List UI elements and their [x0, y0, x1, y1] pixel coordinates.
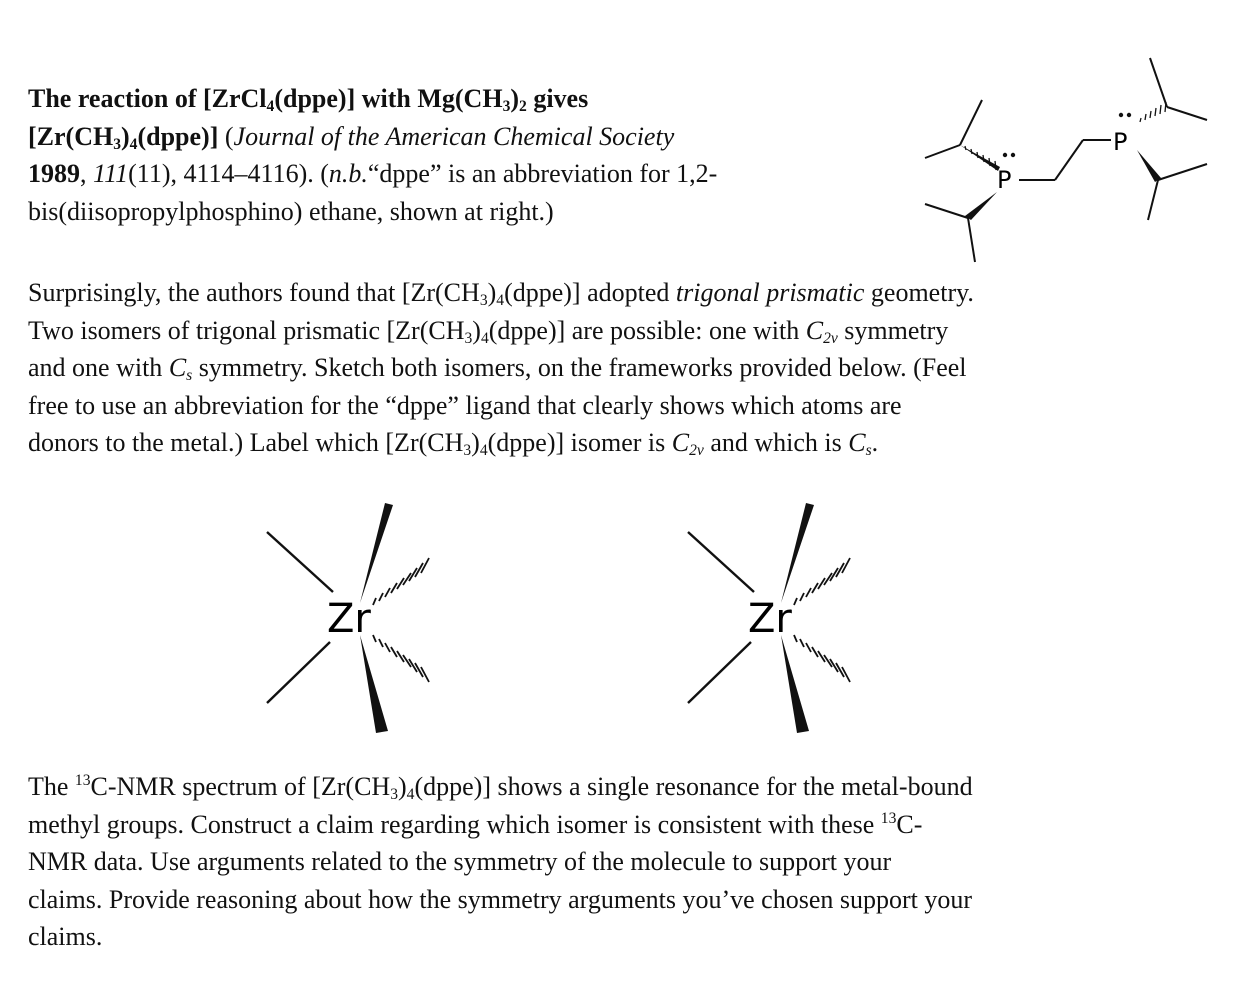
- zr-framework-1: [255, 495, 455, 740]
- intro-line-3: 1989, 111(11), 4114–4116). (n.b.“dppe” is an abbreviation for 1,2-: [28, 159, 718, 188]
- zr-framework-2: [676, 495, 876, 740]
- nmr-paragraph: [28, 768, 1218, 956]
- question-line-5: donors to the metal.) Label which $[Zr(CH_3)_4(dppe)]$ isomer is C2v and which is Cs.: [28, 428, 879, 459]
- question-line-2: Two isomers of trigonal prismatic $[Zr(CH_3)_4(dppe)]$ are possible: one with C2v symmetry: [28, 315, 949, 347]
- phosphorus-right: P: [1113, 128, 1128, 156]
- nmr-line-5: claims.: [28, 922, 103, 951]
- nmr-line-1: The $^{13}$C-NMR spectrum of $[Zr(CH_3)_4(dppe)]$ shows a single resonance for the metal-bound: [28, 771, 973, 803]
- question-line-4: free to use an abbreviation for the “dppe” ligand that clearly shows which atoms are: [28, 390, 902, 420]
- dppe-structure: [915, 50, 1215, 270]
- nmr-line-2: methyl groups. Construct a claim regarding which isomer is consistent with these $^{13}$C-: [28, 809, 923, 839]
- question-line-1: Surprisingly, the authors found that $[Zr(CH_3)_4(dppe)]$ adopted trigonal prismatic geometry.: [28, 278, 974, 309]
- question-line-3: and one with Cs symmetry. Sketch both isomers, on the frameworks provided below. (Feel: [28, 353, 967, 384]
- intro-line-2: $[Zr(CH_3)_4(dppe)]$ (Journal of the American Chemical Society: [28, 121, 675, 153]
- zr-label-1: Zr: [327, 596, 371, 642]
- zr-label-2: Zr: [748, 596, 792, 642]
- intro-paragraph: [28, 80, 888, 230]
- journal-name: Journal of the American Chemical Society: [233, 121, 675, 151]
- question-paragraph: [28, 274, 1218, 462]
- phosphorus-left: P: [997, 166, 1012, 194]
- intro-line-4: bis(diisopropylphosphino) ethane, shown at right.): [28, 196, 554, 226]
- wedge-bond: [965, 192, 997, 220]
- intro-line-1: The reaction of [ZrCl$_4$(dppe)] with $Mg(CH_3)_2$ gives: [28, 84, 589, 115]
- nmr-line-4: claims. Provide reasoning about how the symmetry arguments you’ve chosen support your: [28, 884, 973, 914]
- nmr-line-3: NMR data. Use arguments related to the symmetry of the molecule to support your: [28, 847, 892, 876]
